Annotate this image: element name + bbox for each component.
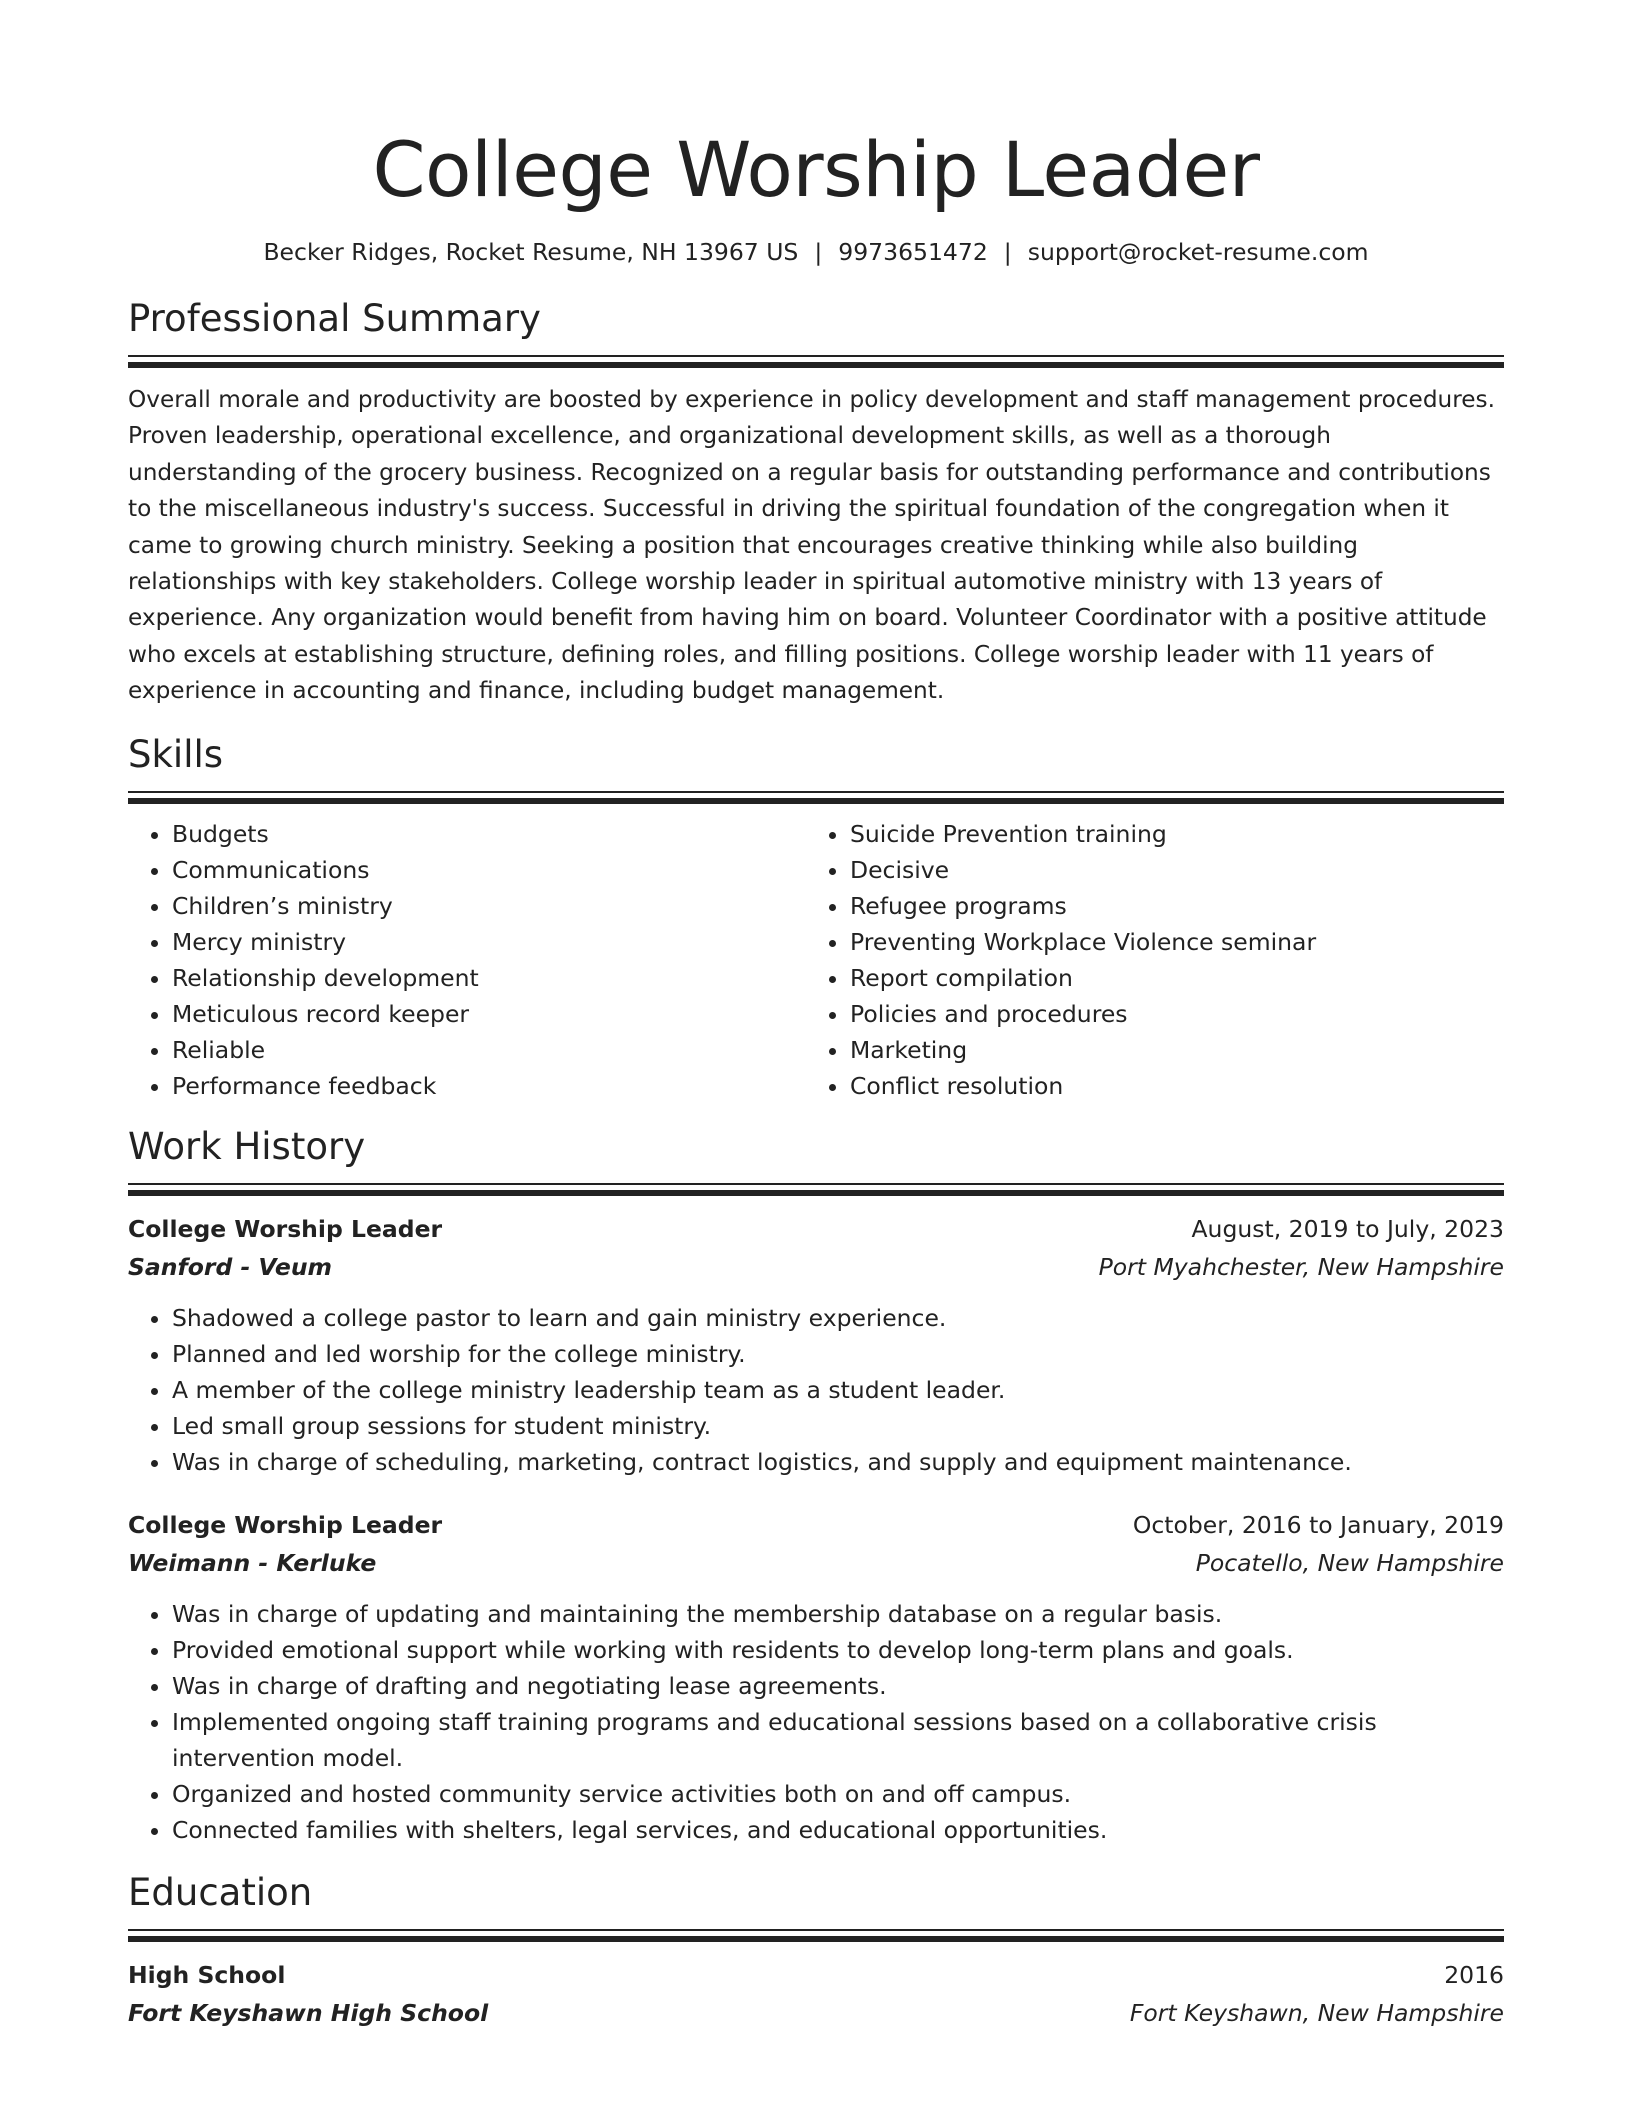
section-divider (128, 1183, 1504, 1185)
skill-item: • Communications (172, 852, 806, 888)
job-bullets (128, 1300, 1504, 1480)
section-divider (128, 1936, 1504, 1942)
section-title-work: Work History (128, 1124, 366, 1168)
section-divider (128, 1929, 1504, 1931)
job-bullet: • Was in charge of scheduling, marketing, contract logistics, and supply and equipment maintenance. (172, 1444, 1504, 1480)
education-year: 2016 (1444, 1960, 1504, 1989)
job-entry (128, 1506, 1504, 1848)
skills-list-left (128, 816, 806, 1104)
job-location: Pocatello, New Hampshire (1195, 1548, 1504, 1577)
education-entry (128, 1956, 1504, 2032)
education-subheader (128, 1994, 1504, 2032)
skills-columns (128, 816, 1504, 1104)
skill-item: • Budgets (172, 816, 806, 852)
contact-separator: | (814, 238, 823, 266)
education-location: Fort Keyshawn, New Hampshire (1129, 1998, 1504, 2027)
job-bullet: • A member of the college ministry leadership team as a student leader. (172, 1372, 1504, 1408)
skill-item: • Reliable (172, 1032, 806, 1068)
education-school: Fort Keyshawn High School (128, 1998, 489, 2027)
section-divider (128, 791, 1504, 793)
job-dates: October, 2016 to January, 2019 (1132, 1510, 1504, 1539)
job-location: Port Myahchester, New Hampshire (1098, 1252, 1504, 1281)
skill-item: • Policies and procedures (850, 996, 1484, 1032)
job-header (128, 1506, 1504, 1544)
skill-item: • Mercy ministry (172, 924, 806, 960)
skill-item: • Relationship development (172, 960, 806, 996)
skill-item: • Refugee programs (850, 888, 1484, 924)
skill-item: • Suicide Prevention training (850, 816, 1484, 852)
job-bullets (128, 1596, 1504, 1848)
section-title-skills: Skills (128, 732, 224, 776)
work-section (128, 1124, 1504, 1848)
job-bullet: • Was in charge of drafting and negotiating lease agreements. (172, 1668, 1504, 1704)
contact-phone: 9973651472 (838, 238, 988, 266)
resume-name: College Worship Leader (372, 125, 1260, 214)
skill-item: • Children’s ministry (172, 888, 806, 924)
job-company: Weimann - Kerluke (128, 1548, 377, 1577)
skill-item: • Conflict resolution (850, 1068, 1484, 1104)
skills-section (128, 732, 1504, 1104)
job-entry (128, 1210, 1504, 1480)
job-bullet: • Shadowed a college pastor to learn and gain ministry experience. (172, 1300, 1504, 1336)
job-bullet: • Led small group sessions for student ministry. (172, 1408, 1504, 1444)
job-dates: August, 2019 to July, 2023 (1191, 1214, 1504, 1243)
skill-item: • Marketing (850, 1032, 1484, 1068)
contact-address: Becker Ridges, Rocket Resume, NH 13967 US (263, 238, 799, 266)
skill-item: • Decisive (850, 852, 1484, 888)
job-subheader (128, 1544, 1504, 1582)
section-divider (128, 362, 1504, 368)
section-divider (128, 798, 1504, 804)
job-bullet: • Provided emotional support while working with residents to develop long-term plans and goals. (172, 1632, 1504, 1668)
contact-line (128, 236, 1504, 268)
skill-item: • Performance feedback (172, 1068, 806, 1104)
section-divider (128, 1190, 1504, 1196)
skill-item: • Preventing Workplace Violence seminar (850, 924, 1484, 960)
contact-email: support@rocket-resume.com (1027, 238, 1369, 266)
job-bullet: • Was in charge of updating and maintaining the membership database on a regular basis. (172, 1596, 1504, 1632)
section-title-summary: Professional Summary (128, 297, 541, 340)
education-header (128, 1956, 1504, 1994)
section-divider (128, 355, 1504, 357)
contact-separator: | (1003, 238, 1012, 266)
job-title: College Worship Leader (128, 1214, 443, 1243)
summary-section (128, 296, 1504, 710)
job-subheader (128, 1248, 1504, 1286)
job-company: Sanford - Veum (128, 1252, 333, 1281)
job-bullet: • Organized and hosted community service activities both on and off campus. (172, 1776, 1504, 1812)
summary-text: Overall morale and productivity are boosted by experience in policy development and staff management procedures. Proven leadership, operational excellence, and organizational development skills, as well as a thorough understanding of the grocery business. Recognized on a regular basis for outstanding performance and contributions to the miscellaneous industry's success. Successful in driving the spiritual foundation of the congregation when it came to growing church ministry. Seeking a position that encourages creative thinking while also building relationships with key stakeholders. College worship leader in spiritual automotive ministry with 13 years of experience. Any organization would benefit from having him on board. Volunteer Coordinator with a positive attitude who excels at establishing structure, defining roles, and filling positions. College worship leader with 11 years of experience in accounting and finance, including budget management. (128, 386, 1495, 705)
job-header (128, 1210, 1504, 1248)
skills-list-right (806, 816, 1484, 1104)
job-bullet: • Implemented ongoing staff training programs and educational sessions based on a collaborative crisis intervention model. (172, 1704, 1504, 1776)
section-title-education: Education (128, 1870, 313, 1914)
education-degree: High School (128, 1960, 286, 1989)
resume-page (128, 0, 1504, 2032)
job-bullet: • Connected families with shelters, legal services, and educational opportunities. (172, 1812, 1504, 1848)
job-title: College Worship Leader (128, 1510, 443, 1539)
skill-item: • Report compilation (850, 960, 1484, 996)
job-bullet: • Planned and led worship for the college ministry. (172, 1336, 1504, 1372)
education-section (128, 1870, 1504, 2032)
skill-item: • Meticulous record keeper (172, 996, 806, 1032)
